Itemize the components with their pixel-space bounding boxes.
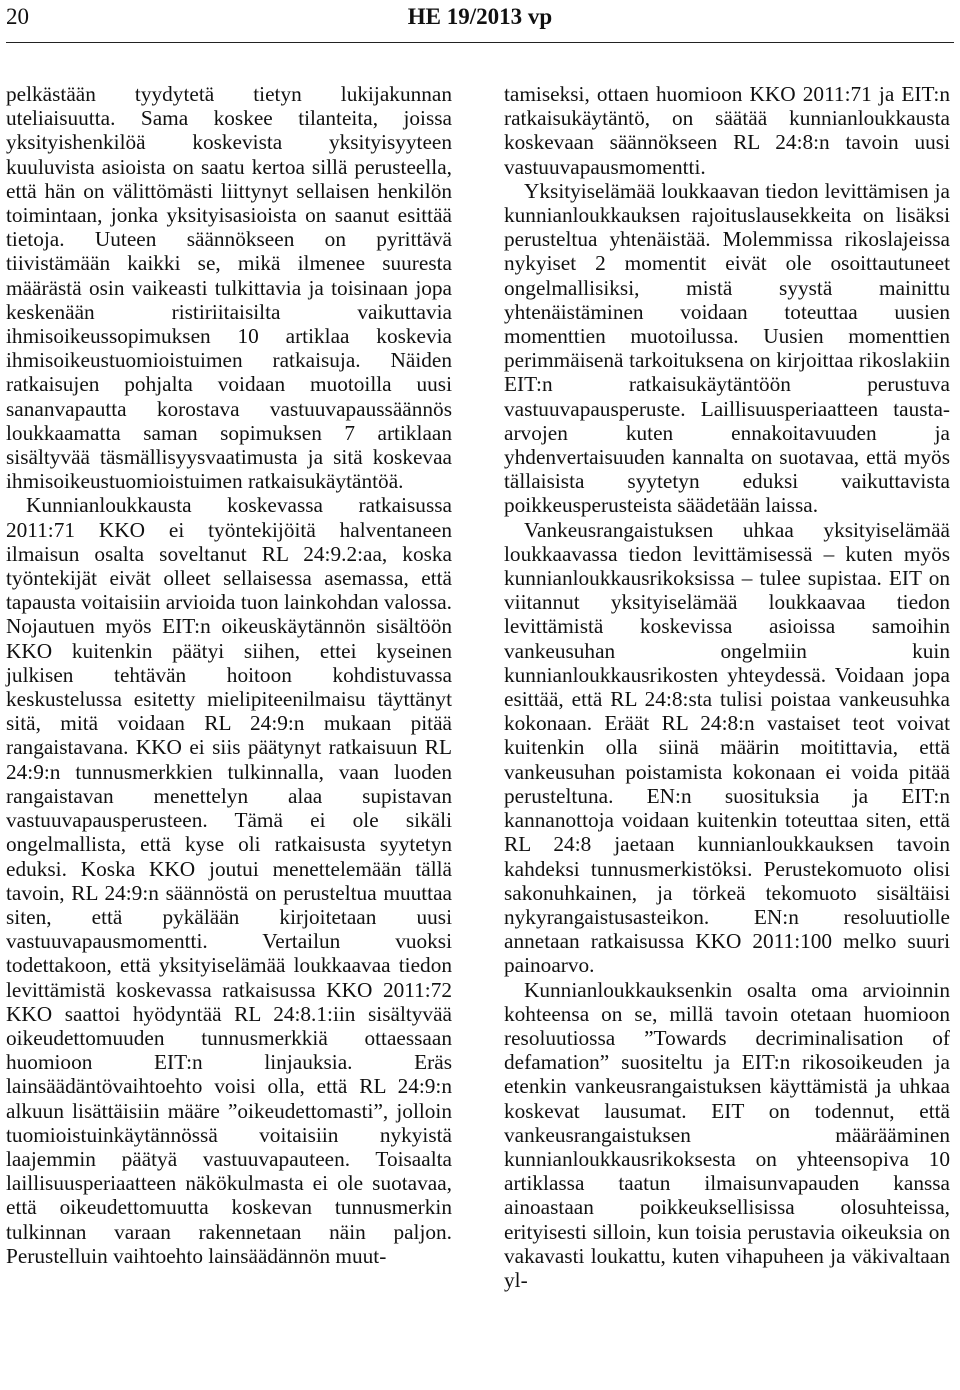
right-column [504,82,950,1292]
paragraph: Vankeusrangaistuksen uhkaa yksityiselämää loukkaavassa tiedon levittämisessä – kuten myös kunnianloukkausrikoksissa – tulee supistaa. EIT on viitannut yksityiselämää loukkaavaa tiedon levittämistä koskevissa asioissa samoihin vankeusuhan ongelmiin kuin kunnianloukkausrikosten yhteydessä. Voidaan jopa esittää, että RL 24:8:sta tulisi poistaa vankeusuhka kokonaan. Eräät RL 24:8:n vastaiset teot voivat kuitenkin olla siinä määrin moitittavia, että vankeusuhan poistamista kokonaan ei voida pitää perusteltuna. EN:n suosituksia ja EIT:n kannanottoja voidaan kuitenkin toteuttaa siten, että RL 24:8 jaetaan kunnianloukkauksen tavoin kahdeksi tunnusmerkistöksi. Perustekomuoto olisi sakonuhkainen, ja törkeä tekomuoto sisältäisi nykyrangaistusasteikon. EN:n resoluutiolle annetaan ratkaisussa KKO 2011:100 melko suuri painoarvo. [504,517,950,978]
page-number: 20 [6,4,29,29]
paragraph: tamiseksi, ottaen huomioon KKO 2011:71 ja EIT:n ratkaisukäytäntö, on säätää kunnianloukkausta koskevaan säännökseen RL 24:8:n tavoin uusi vastuuvapausmomentti. [504,82,950,179]
paragraph: Kunnianloukkauksenkin osalta oma arvioinnin kohteensa on se, millä tavoin otetaan huomioon resoluutiossa ”Towards decriminalisation of defamation” suositeltu ja EIT:n rikosoikeuden ja etenkin vankeusrangaistuksen käyttämistä ja uhkaa koskevat lausumat. EIT on todennut, että vankeusrangaistuksen määrääminen kunnianloukkausrikoksesta on yhteensopiva 10 artiklassa taatun ilmaisunvapauden kanssa ainoastaan poikkeuksellisissa olosuhteissa, erityisesti silloin, kun toisia perustavia oikeuksia on vakavasti loukattu, kuten vihapuheen ja väkivaltaan yl- [504,977,950,1292]
header-rule [6,42,954,43]
paragraph: Yksityiselämää loukkaavan tiedon levittämisen ja kunnianloukkauksen rajoituslausekkeita on lisäksi perusteltua yhtenäistää. Molemmissa rikoslajeissa nykyiset 2 momentit eivät ole osoittautuneet ongelmallisiksi, mistä syystä mainittu yhtenäistäminen voidaan toteuttaa uusien momenttien muotoilussa. Uusien momenttien perimmäisenä tarkoituksena on kirjoittaa rikoslakiin EIT:n ratkaisukäytäntöön perustuva vastuuvapausperuste. Laillisuusperiaatteen tausta-arvojen kuten ennakoitavuuden ja yhdenvertaisuuden kannalta on suotavaa, että myös tällaisista syytetyn eduksi vaikuttavista poikkeusperusteista säädetään laissa. [504,178,950,518]
paragraph: pelkästään tyydytetä tietyn lukijakunnan uteliaisuutta. Sama koskee tilanteita, joissa yksityishenkilöä koskevista yksityisyyteen kuuluvista asioista on saatu kertoa sillä perusteella, että hän on välittömästi liittynyt sellaisen henkilön toimintaan, jonka yksityisasioista on saanut esittää tietoja. Uuteen säännökseen on pyrittävä tiivistämään kaikki se, mikä ilmenee suuresta määrästä osin vaikeasti tulkittavia ja toisinaan jopa keskenään ristiriitaisilta vaikuttavia ihmisoikeussopimuksen 10 artiklaa koskevia ihmisoikeustuomioistuimen ratkaisuja. Näiden ratkaisujen pohjalta voidaan muotoilla uusi sananvapautta korostava vastuuvapaussäännös loukkaamatta saman sopimuksen 7 artiklaan sisältyvää täsmällisyysvaatimusta ja sitä koskevaa ihmisoikeustuomioistuimen ratkaisukäytäntöä. [6,82,452,494]
left-column [6,82,452,1268]
paragraph: Kunnianloukkausta koskevassa ratkaisussa 2011:71 KKO ei työntekijöitä halventaneen ilmaisun osalta soveltanut RL 24:9.2:aa, koska työntekijät eivät olleet sellaisessa asemassa, että tapausta voitaisiin arvioida tuon lainkohdan valossa. Nojautuen myös EIT:n oikeuskäytännön sisältöön KKO kuitenkin päätyi siihen, ettei kyseinen julkisen tehtävän hoitoon kohdistuvassa keskustelussa esitetty mielipiteenilmaisu täyttänyt sitä, mitä voidaan RL 24:9:n mukaan pitää rangaistavana. KKO ei siis päätynyt ratkaisuun RL 24:9:n tunnusmerkkien tulkinnalla, vaan luoden rangaistavan menettelyn alaa supistavan vastuuvapausperusteen. Tämä ei ole sikäli ongelmallista, että kyse oli ratkaisusta syytetyn eduksi. Koska KKO joutui menettelemään tällä tavoin, RL 24:9:n säännöstä on perusteltua muuttaa siten, että pykälään kirjoitetaan uusi vastuuvapausmomentti. Vertailun vuoksi todettakoon, että yksityiselämää loukkaavaa tiedon levittämistä koskevassa ratkaisussa KKO 2011:72 KKO saattoi hyödyntää RL 24:8.1:iin sisältyvää oikeudettomuuden tunnusmerkkiä ottaessaan huomioon EIT:n linjauksia. Eräs lainsäädäntövaihtoehto voisi olla, että RL 24:9:n alkuun lisättäisiin määre ”oikeudettomasti”, jolloin tuomioistuinkäytännössä voitaisiin nykyistä laajemmin päätyä vastuuvapauteen. Toisaalta laillisuusperiaatteen näkökulmasta ei ole suotavaa, että oikeudettomuutta koskevan tunnusmerkin tulkinnan varaan rakennetaan näin paljon. Perustelluin vaihtoehto lainsäädännön muut- [6,493,452,1268]
page-header [6,4,954,34]
document-id: HE 19/2013 vp [407,4,553,29]
